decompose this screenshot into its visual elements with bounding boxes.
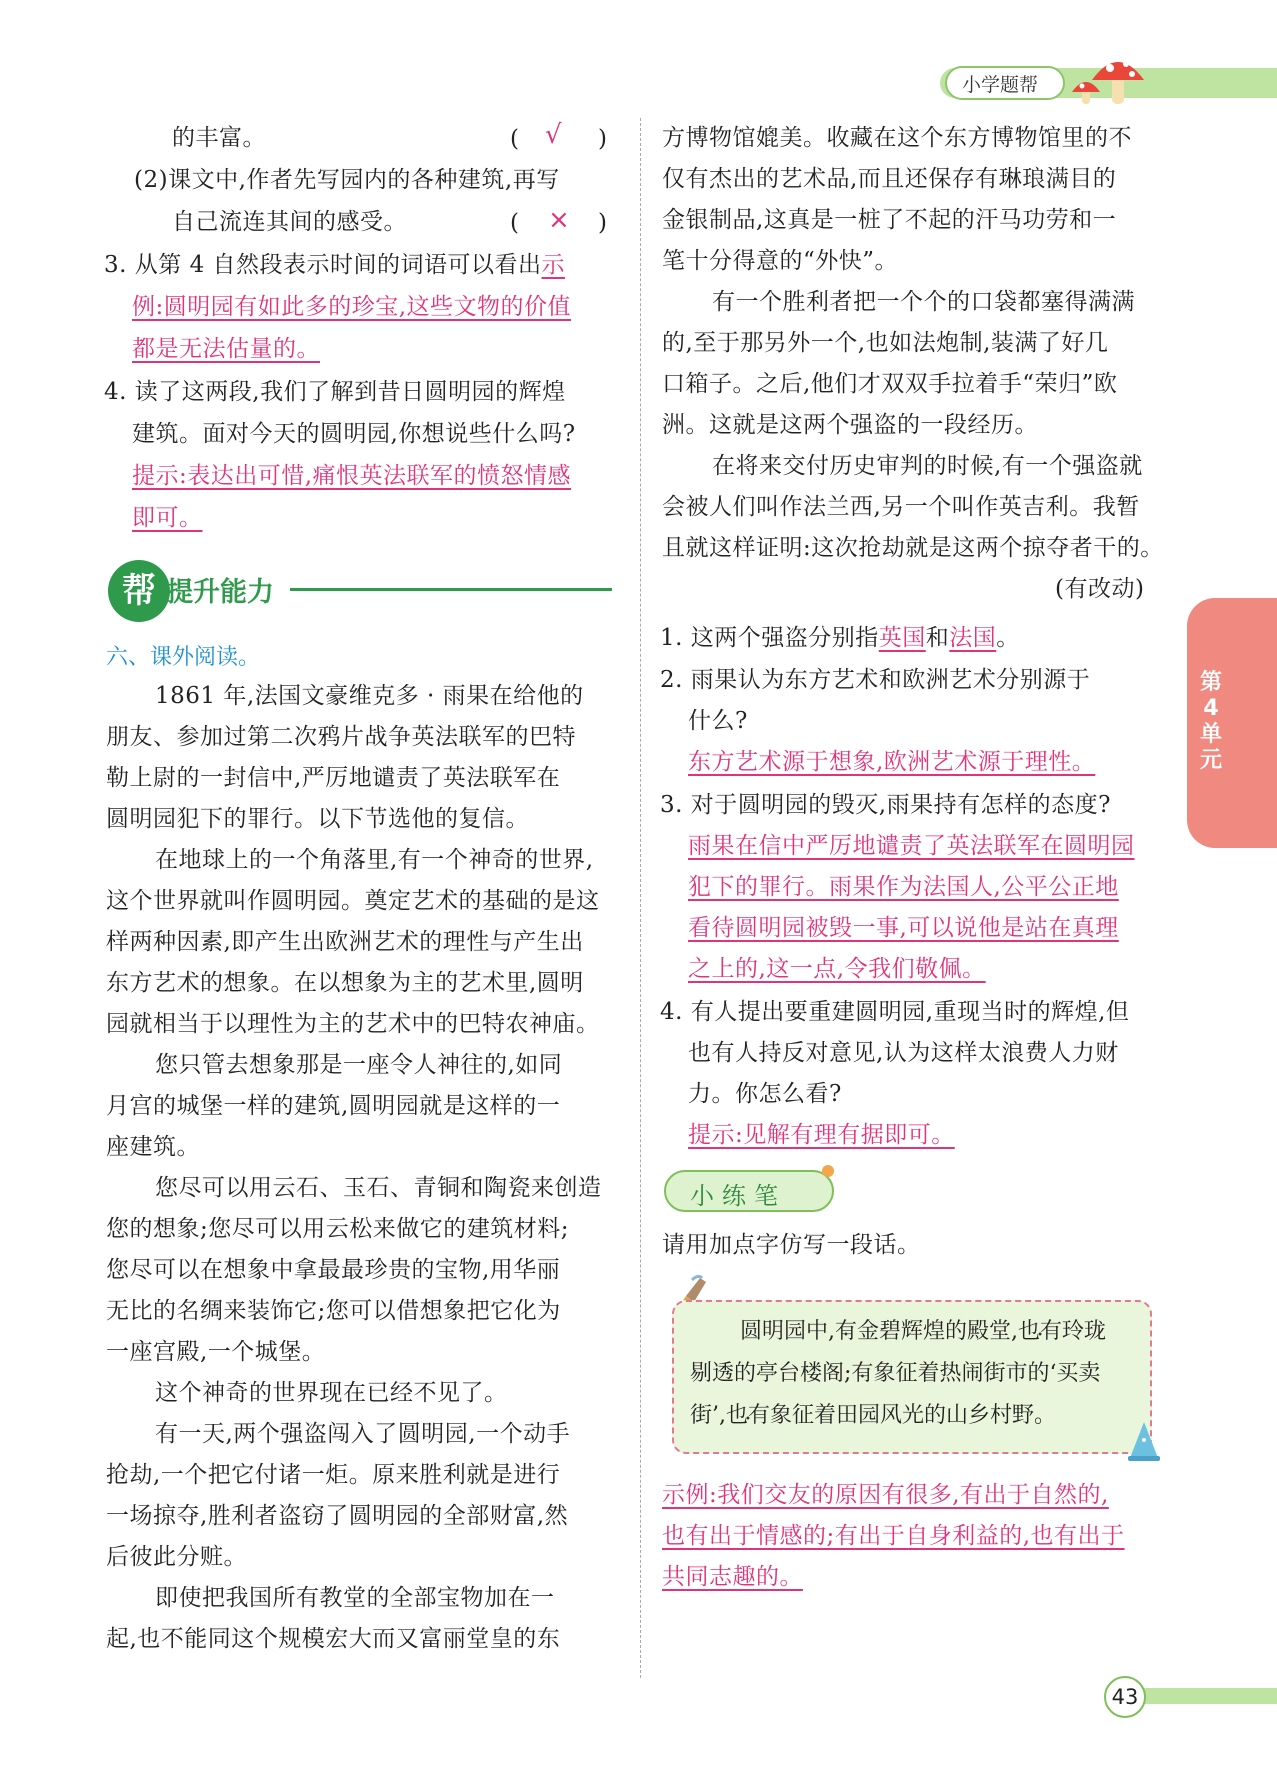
passage-line: 一场掠夺,胜利者盗窃了圆明园的全部财富,然: [106, 1503, 569, 1529]
passage-line: 无比的名绸来装饰它;您可以借想象把它化为: [106, 1298, 561, 1324]
check-mark: √: [545, 120, 562, 150]
passage-line: 会被人们叫作法兰西,另一个叫作英吉利。我暂: [662, 494, 1140, 520]
paren-right: ): [598, 210, 607, 236]
passage-line: 有一个胜利者把一个个的口袋都塞得满满: [712, 289, 1135, 315]
answer-text: 例:圆明园有如此多的珍宝,这些文物的价值: [132, 294, 572, 320]
question-4: 4. 读了这两段,我们了解到昔日圆明园的辉煌: [104, 379, 566, 405]
passage-line: 1861 年,法国文豪维克多 · 雨果在给他的: [155, 683, 584, 709]
passage-line: 月宫的城堡一样的建筑,圆明园就是这样的一: [106, 1093, 561, 1119]
header-title: 小学题帮: [962, 74, 1039, 96]
paren-left: (: [510, 126, 519, 152]
answer-text: 即可。: [132, 505, 203, 531]
passage-line: 您尽可以用云石、玉石、青铜和陶瓷来创造: [155, 1175, 602, 1201]
passage-line: 洲。这就是这两个强盗的一段经历。: [662, 412, 1038, 438]
passage-line: 金银制品,这真是一桩了不起的汗马功劳和一: [662, 207, 1117, 233]
passage-line: 朋友、参加过第二次鸦片战争英法联军的巴特: [106, 724, 576, 750]
passage-line: 的,至于那另外一个,也如法炮制,装满了好几: [662, 330, 1109, 356]
practice-title: 小练笔: [690, 1182, 786, 1210]
answer-line-1: 的丰富。: [172, 125, 266, 151]
passage-line: 这个神奇的世界现在已经不见了。: [155, 1380, 508, 1406]
question-3: 3. 从第 4 自然段表示时间的词语可以看出示: [104, 252, 566, 278]
question-1: 1. 这两个强盗分别指英国和法国。: [660, 625, 1020, 651]
question-2-2-cont: 自己流连其间的感受。: [172, 209, 407, 235]
answer-text: 示: [541, 252, 566, 278]
unit-label: 第 4 单 元: [1199, 670, 1222, 773]
answer-text: 犯下的罪行。雨果作为法国人,公平公正地: [688, 874, 1119, 900]
answer-text: 共同志趣的。: [662, 1564, 803, 1590]
sample-line: 街’,也有 •象征着田园风光的山乡村野。: [690, 1396, 1056, 1436]
sample-line: 圆明园中,有 •金碧辉煌的殿堂,也有 •玲珑: [740, 1312, 1106, 1352]
passage-line: 笔十分得意的“外快”。: [662, 248, 899, 274]
passage-line: 您的想象;您尽可以用云松来做它的建筑材料;: [106, 1216, 569, 1242]
paren-right: ): [598, 126, 607, 152]
passage-line: 且就这样证明:这次抢劫就是这两个掠夺者干的。: [662, 535, 1164, 561]
passage-line: 座建筑。: [106, 1134, 200, 1160]
question-4: 4. 有人提出要重建圆明园,重现当时的辉煌,但: [660, 999, 1130, 1025]
sample-line: 剔透的亭台楼阁;有 •象征着热闹街市的‘买卖: [690, 1354, 1100, 1394]
answer-text: 提示:表达出可惜,痛恨英法联军的愤怒情感: [132, 463, 572, 489]
section-badge: 帮: [108, 560, 170, 622]
answer-text: 也有出于情感的;有出于自身利益的,也有出于: [662, 1523, 1125, 1549]
task-title: 六、课外阅读。: [106, 645, 261, 670]
practice-prompt: 请用加点字仿写一段话。: [662, 1232, 921, 1258]
passage-line: 勒上尉的一封信中,严厉地谴责了英法联军在: [106, 765, 561, 791]
cross-mark: ×: [548, 205, 570, 235]
paren-left: (: [510, 210, 519, 236]
answer-text: 之上的,这一点,令我们敬佩。: [688, 956, 986, 982]
question-2: 2. 雨果认为东方艺术和欧洲艺术分别源于: [660, 667, 1091, 693]
question-4-cont: 也有人持反对意见,认为这样太浪费人力财: [688, 1040, 1119, 1066]
passage-line: 园就相当于以理性为主的艺术中的巴特农神庙。: [106, 1011, 600, 1037]
passage-line: 口箱子。之后,他们才双双手拉着手“荣归”欧: [662, 371, 1118, 397]
passage-line: 方博物馆媲美。收藏在这个东方博物馆里的不: [662, 125, 1132, 151]
passage-line: 您只管去想象那是一座令人神往的,如同: [155, 1052, 563, 1078]
question-4-cont: 建筑。面对今天的圆明园,你想说些什么吗?: [132, 421, 576, 447]
question-4-cont: 力。你怎么看?: [688, 1081, 842, 1107]
passage-line: 圆明园犯下的罪行。以下节选他的复信。: [106, 806, 529, 832]
question-2-2: (2)课文中,作者先写园内的各种建筑,再写: [134, 167, 560, 193]
passage-line: 后彼此分赃。: [106, 1544, 247, 1570]
passage-line: 这个世界就叫作圆明园。奠定艺术的基础的是这: [106, 888, 600, 914]
answer-text: 英国: [878, 625, 926, 651]
passage-line: 即使把我国所有教堂的全部宝物加在一: [155, 1585, 555, 1611]
passage-line: 东方艺术的想象。在以想象为主的艺术里,圆明: [106, 970, 584, 996]
answer-text: 示例:我们交友的原因有很多,有出于自然的,: [662, 1482, 1109, 1508]
section-title: 提升能力: [166, 577, 274, 608]
answer-text: 雨果在信中严厉地谴责了英法联军在圆明园: [688, 833, 1135, 859]
answer-text: 东方艺术源于想象,欧洲艺术源于理性。: [688, 749, 1096, 775]
passage-line: 抢劫,一个把它付诸一炬。原来胜利就是进行: [106, 1462, 561, 1488]
passage-line: 在将来交付历史审判的时候,有一个强盗就: [712, 453, 1143, 479]
passage-line: 起,也不能同这个规模宏大而又富丽堂皇的东: [106, 1626, 561, 1652]
passage-line: 在地球上的一个角落里,有一个神奇的世界,: [155, 847, 594, 873]
pill-dot: [822, 1165, 834, 1177]
answer-text: 法国: [949, 625, 997, 651]
question-2-cont: 什么?: [688, 708, 748, 734]
passage-line: 您尽可以在想象中拿最最珍贵的宝物,用华丽: [106, 1257, 561, 1283]
question-3: 3. 对于圆明园的毁灭,雨果持有怎样的态度?: [660, 792, 1111, 818]
passage-line: 一座宫殿,一个城堡。: [106, 1339, 326, 1365]
answer-text: 看待圆明园被毁一事,可以说他是站在真理: [688, 915, 1119, 941]
passage-line: 仅有杰出的艺术品,而且还保存有琳琅满目的: [662, 166, 1117, 192]
passage-line: 有一天,两个强盗闯入了圆明园,一个动手: [155, 1421, 571, 1447]
answer-text: 都是无法估量的。: [132, 336, 320, 362]
mushroom-icon: [1068, 48, 1148, 110]
passage-line: 样两种因素,即产生出欧洲艺术的理性与产生出: [106, 929, 584, 955]
page-number: 43: [1104, 1676, 1146, 1718]
answer-text: 提示:见解有理有据即可。: [688, 1122, 955, 1148]
source-note: (有改动): [1055, 576, 1145, 602]
column-divider: [640, 118, 641, 1678]
wizard-hat-icon: [1126, 1418, 1162, 1462]
section-rule: [290, 588, 612, 591]
